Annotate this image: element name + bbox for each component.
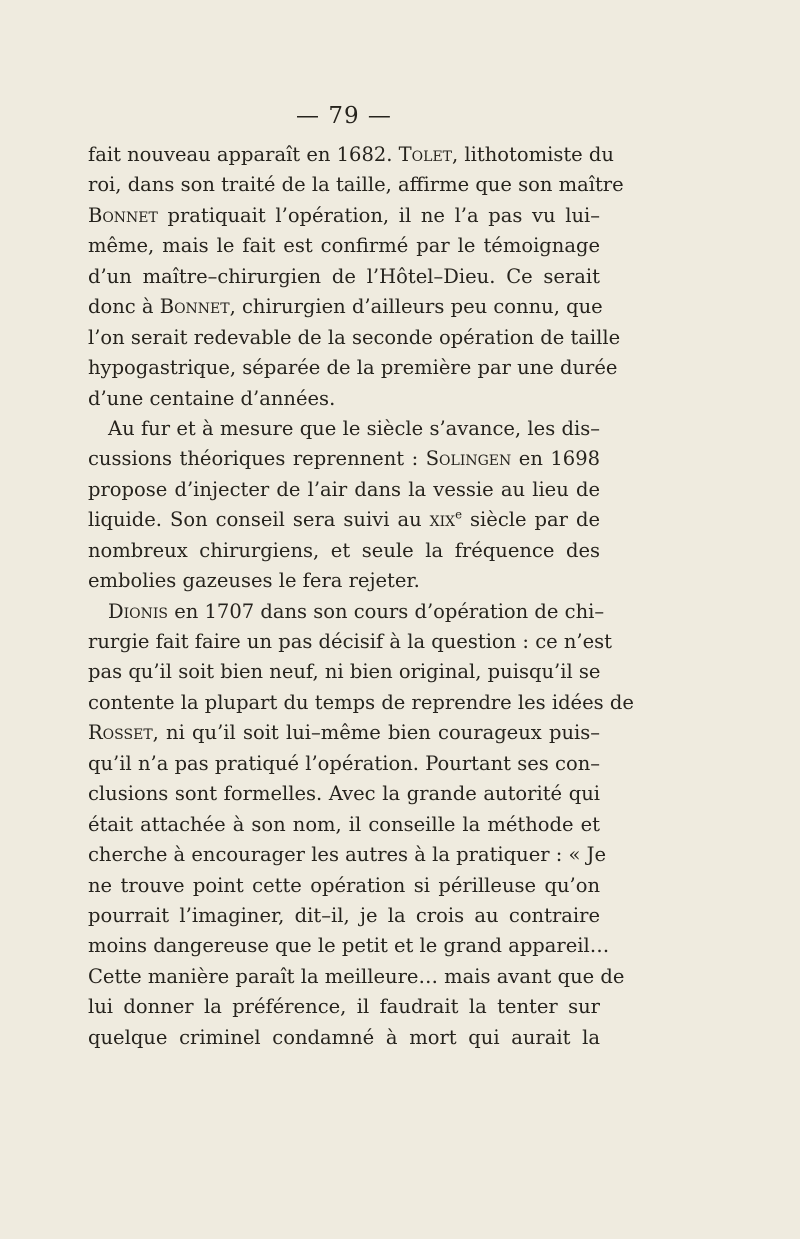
text-run: Cette manière paraît la meilleure… mais avant que de [88,964,625,988]
paragraph [88,140,624,414]
small-caps-name: Tolet [398,143,453,166]
text-line [88,992,600,1022]
superscript: e [455,507,463,522]
text-line [88,688,634,718]
text-run: d’une centaine d’années. [88,386,336,410]
text-line [88,201,600,231]
text-run: hypogastrique, séparée de la première par une durée [88,356,618,380]
paragraph [88,597,634,1054]
text-run: d’un maître–chirurgien de l’Hôtel–Dieu. Ce serait [88,264,600,288]
text-line [88,840,607,870]
text-run: roi, dans son traité de la taille, affirme que son maître [88,173,624,197]
text-run: , lithotomiste du [452,143,614,166]
text-line [88,384,600,414]
text-run: lui donner la préférence, il faudrait la tenter sur [88,995,600,1019]
text-run: en 1698 [511,447,601,471]
text-line [88,262,600,292]
small-caps-name: Rosset [88,721,153,745]
small-caps-name: Dionis [108,599,169,623]
small-caps-name: Solingen [425,447,512,471]
text-line [88,657,600,687]
text-run: qu’il n’a pas pratiqué l’opération. Pourtant ses con– [88,751,600,775]
text-line [88,1023,600,1053]
text-line [88,292,603,322]
text-run: rurgie fait faire un pas décisif à la question : ce n’est [88,630,612,653]
text-run: , chirurgien d’ailleurs peu connu, que [229,295,603,319]
text-line [88,170,624,200]
text-run: moins dangereuse que le petit et le grand appareil… [88,934,610,958]
text-line [88,536,600,566]
text-line [88,505,600,535]
small-caps-name: Bonnet [159,295,230,319]
text-run: siècle par de [462,508,601,532]
text-line [88,810,600,840]
paragraph [88,414,600,597]
text-run: pas qu’il soit bien neuf, ni bien original, puisqu’il se [88,660,601,684]
text-line [88,718,600,748]
text-line [88,140,614,170]
page-number: — 79 — [296,103,392,129]
small-caps-name: Bonnet [88,203,158,227]
text-line [88,597,605,627]
text-line [88,323,621,353]
body-text [88,140,634,1053]
text-line [88,779,600,809]
text-line [88,871,600,901]
text-line [88,444,600,474]
text-run: cherche à encourager les autres à la pratiquer : « Je [88,843,607,867]
text-run: , ni qu’il soit lui–même bien courageux puis– [152,721,600,745]
text-run: ne trouve point cette opération si périlleuse qu’on [88,873,600,897]
text-run: pourrait l’imaginer, dit–il, je la crois au contraire [88,903,600,927]
text-line [88,931,610,961]
text-run: était attachée à son nom, il conseille la méthode et [88,812,600,836]
text-run: en 1707 dans son cours d’opération de chi– [168,599,605,623]
text-line [88,901,600,931]
text-run: quelque criminel condamné à mort qui aurait la [88,1025,600,1049]
text-line [88,566,600,596]
small-caps-name: xix [429,508,456,532]
text-line [88,353,618,383]
text-line [88,749,600,779]
text-run: l’on serait redevable de la seconde opération de taille [88,325,621,349]
text-run: nombreux chirurgiens, et seule la fréquence des [88,538,600,562]
text-run: même, mais le fait est confirmé par le témoignage [88,234,600,258]
text-run: donc à [88,295,160,319]
text-run: fait nouveau apparaît en 1682. [88,143,399,166]
text-run: cussions théoriques reprennent : [88,447,426,471]
text-run: Au fur et à mesure que le siècle s’avance, les dis– [108,416,600,440]
text-line [88,962,625,992]
text-line [88,475,600,505]
text-run: embolies gazeuses le fera rejeter. [88,569,420,593]
text-run: clusions sont formelles. Avec la grande autorité qui [88,782,600,806]
text-run: contente la plupart du temps de reprendre les idées de [88,690,634,714]
text-line [88,414,600,444]
text-run: propose d’injecter de l’air dans la vessie au lieu de [88,477,600,501]
text-run: liquide. Son conseil sera suivi au [88,508,430,532]
text-line [88,627,612,657]
text-run: pratiquait l’opération, il ne l’a pas vu lui– [157,203,600,227]
text-line [88,231,600,261]
